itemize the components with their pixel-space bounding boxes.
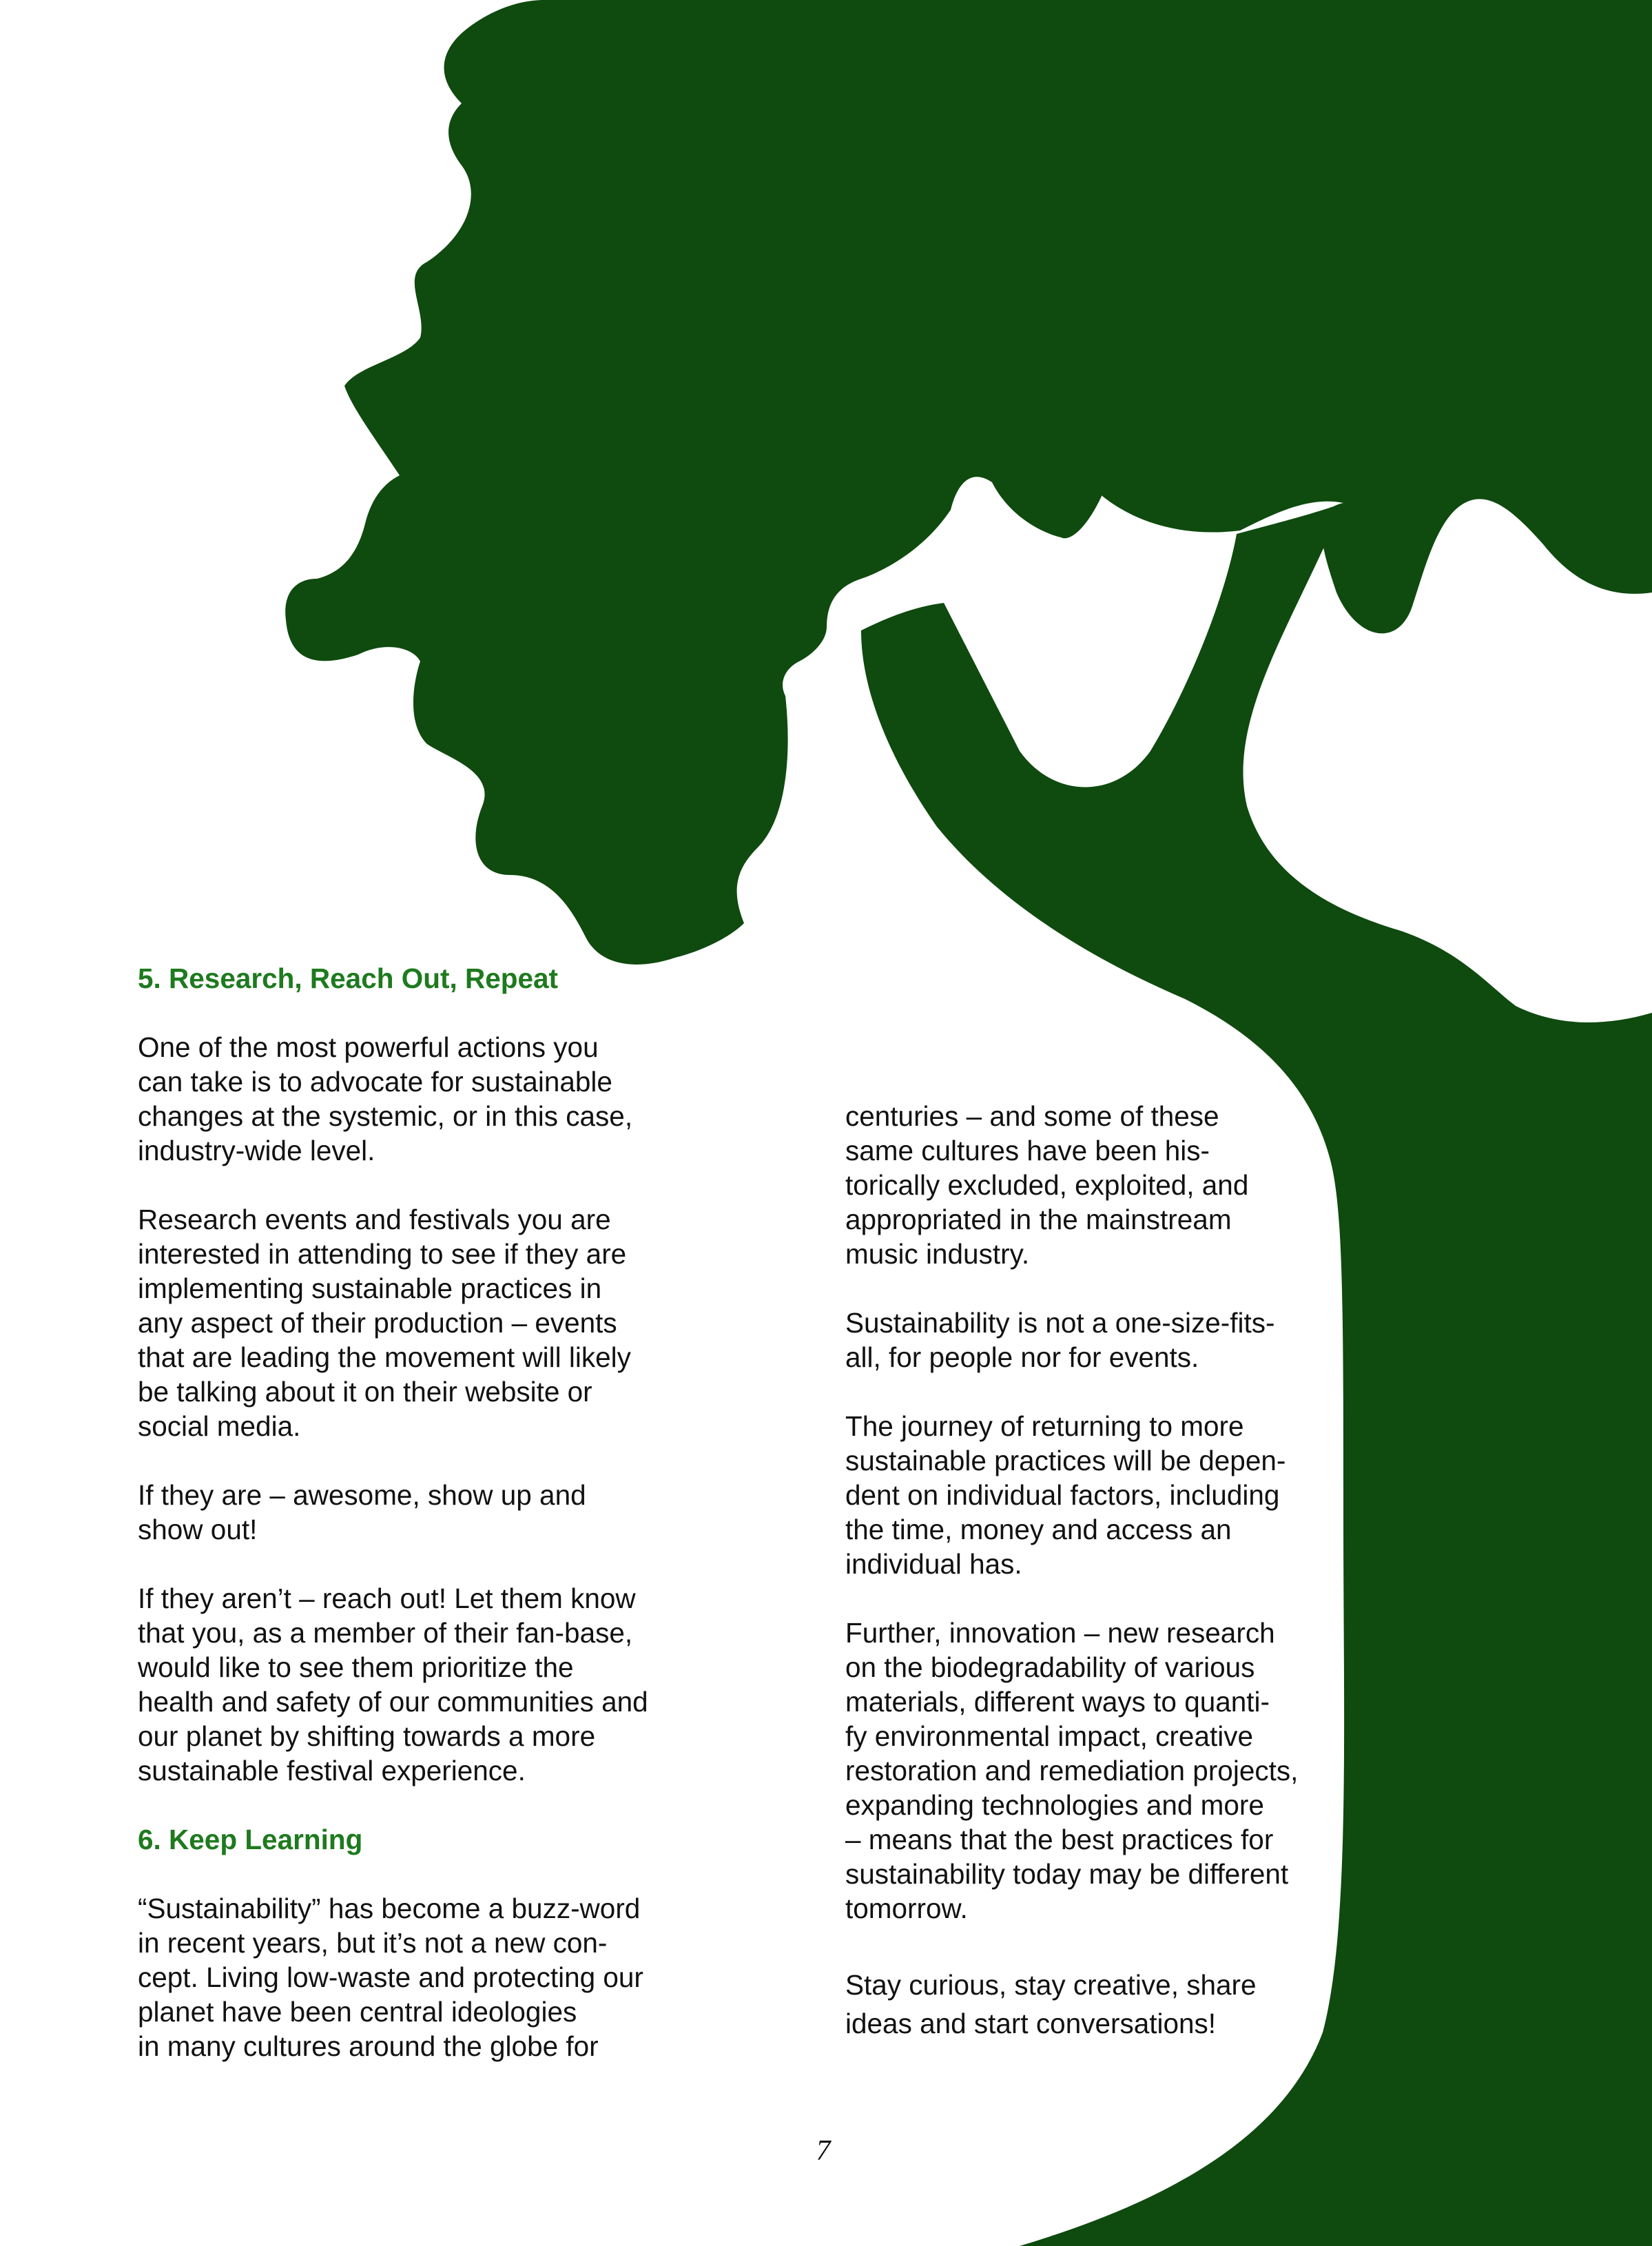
text-line: If they are – awesome, show up and [138, 1479, 586, 1511]
text-line: industry-wide level. [138, 1135, 375, 1166]
paragraph-one-size-fits-all [845, 1306, 1369, 1374]
paragraph-innovation [845, 1616, 1369, 1926]
text-line: cept. Living low-waste and protecting our [138, 1961, 643, 1993]
text-line: centuries – and some of these [845, 1100, 1219, 1132]
text-line: One of the most powerful actions you [138, 1031, 599, 1063]
text-line: on the biodegradability of various [845, 1651, 1255, 1683]
text-line: The journey of returning to more [845, 1410, 1244, 1442]
text-line: dent on individual factors, including [845, 1479, 1280, 1511]
text-line: that you, as a member of their fan-base, [138, 1617, 633, 1649]
text-line: sustainable practices will be depen- [845, 1445, 1286, 1476]
text-line: in recent years, but it’s not a new con- [138, 1927, 608, 1959]
text-line: any aspect of their production – events [138, 1307, 617, 1339]
right-text-column [845, 1099, 1369, 2043]
text-line: restoration and remediation projects, [845, 1755, 1299, 1786]
text-line: torically excluded, exploited, and [845, 1169, 1249, 1201]
text-line: sustainability today may be different [845, 1858, 1289, 1890]
paragraph-sustainability-buzzword [138, 1891, 682, 2063]
text-line: all, for people nor for events. [845, 1341, 1199, 1373]
text-line: Stay curious, stay creative, share [845, 1969, 1257, 2001]
text-line: music industry. [845, 1238, 1030, 1270]
text-line: individual has. [845, 1548, 1022, 1580]
text-line: fy environmental impact, creative [845, 1720, 1253, 1752]
text-line: be talking about it on their website or [138, 1376, 592, 1408]
text-line: health and safety of our communities and [138, 1686, 648, 1718]
text-line: implementing sustainable practices in [138, 1273, 602, 1304]
text-line: materials, different ways to quanti- [845, 1686, 1270, 1718]
section-heading-keep-learning: 6. Keep Learning [138, 1824, 363, 1855]
text-line: expanding technologies and more [845, 1789, 1264, 1821]
text-line: – means that the best practices for [845, 1824, 1274, 1855]
text-line: would like to see them prioritize the [138, 1651, 574, 1683]
paragraph-advocate [138, 1030, 682, 1168]
text-line: ideas and start conversations! [845, 2008, 1217, 2039]
paragraph-research-events [138, 1202, 682, 1443]
text-line: changes at the systemic, or in this case, [138, 1100, 633, 1132]
text-line: appropriated in the mainstream [845, 1204, 1232, 1235]
paragraph-if-they-are [138, 1478, 682, 1547]
text-line: that are leading the movement will likely [138, 1341, 631, 1373]
text-line: our planet by shifting towards a more [138, 1720, 596, 1752]
paragraph-if-they-arent [138, 1581, 682, 1788]
page-number: 7 [816, 2135, 831, 2167]
text-line: same cultures have been his- [845, 1135, 1210, 1166]
text-line: the time, money and access an [845, 1514, 1232, 1545]
text-line: in many cultures around the globe for [138, 2030, 599, 2062]
text-line: planet have been central ideologies [138, 1996, 577, 2028]
paragraph-journey [845, 1409, 1369, 1581]
text-line: can take is to advocate for sustainable [138, 1066, 612, 1098]
left-text-column [138, 961, 682, 2063]
text-line: Further, innovation – new research [845, 1617, 1275, 1649]
text-line: interested in attending to see if they are [138, 1238, 627, 1270]
text-line: “Sustainability” has become a buzz-word [138, 1893, 641, 1924]
text-line: If they aren’t – reach out! Let them know [138, 1583, 636, 1614]
paragraph-centuries [845, 1099, 1369, 1271]
text-line: tomorrow. [845, 1893, 968, 1924]
text-line: social media. [138, 1410, 301, 1442]
text-line: Sustainability is not a one-size-fits- [845, 1307, 1275, 1339]
text-line: Research events and festivals you are [138, 1204, 611, 1235]
section-heading-research-reach-out-repeat: 5. Research, Reach Out, Repeat [138, 962, 558, 994]
text-line: sustainable festival experience. [138, 1755, 526, 1786]
paragraph-stay-curious [845, 1966, 1369, 2043]
text-line: show out! [138, 1514, 258, 1545]
